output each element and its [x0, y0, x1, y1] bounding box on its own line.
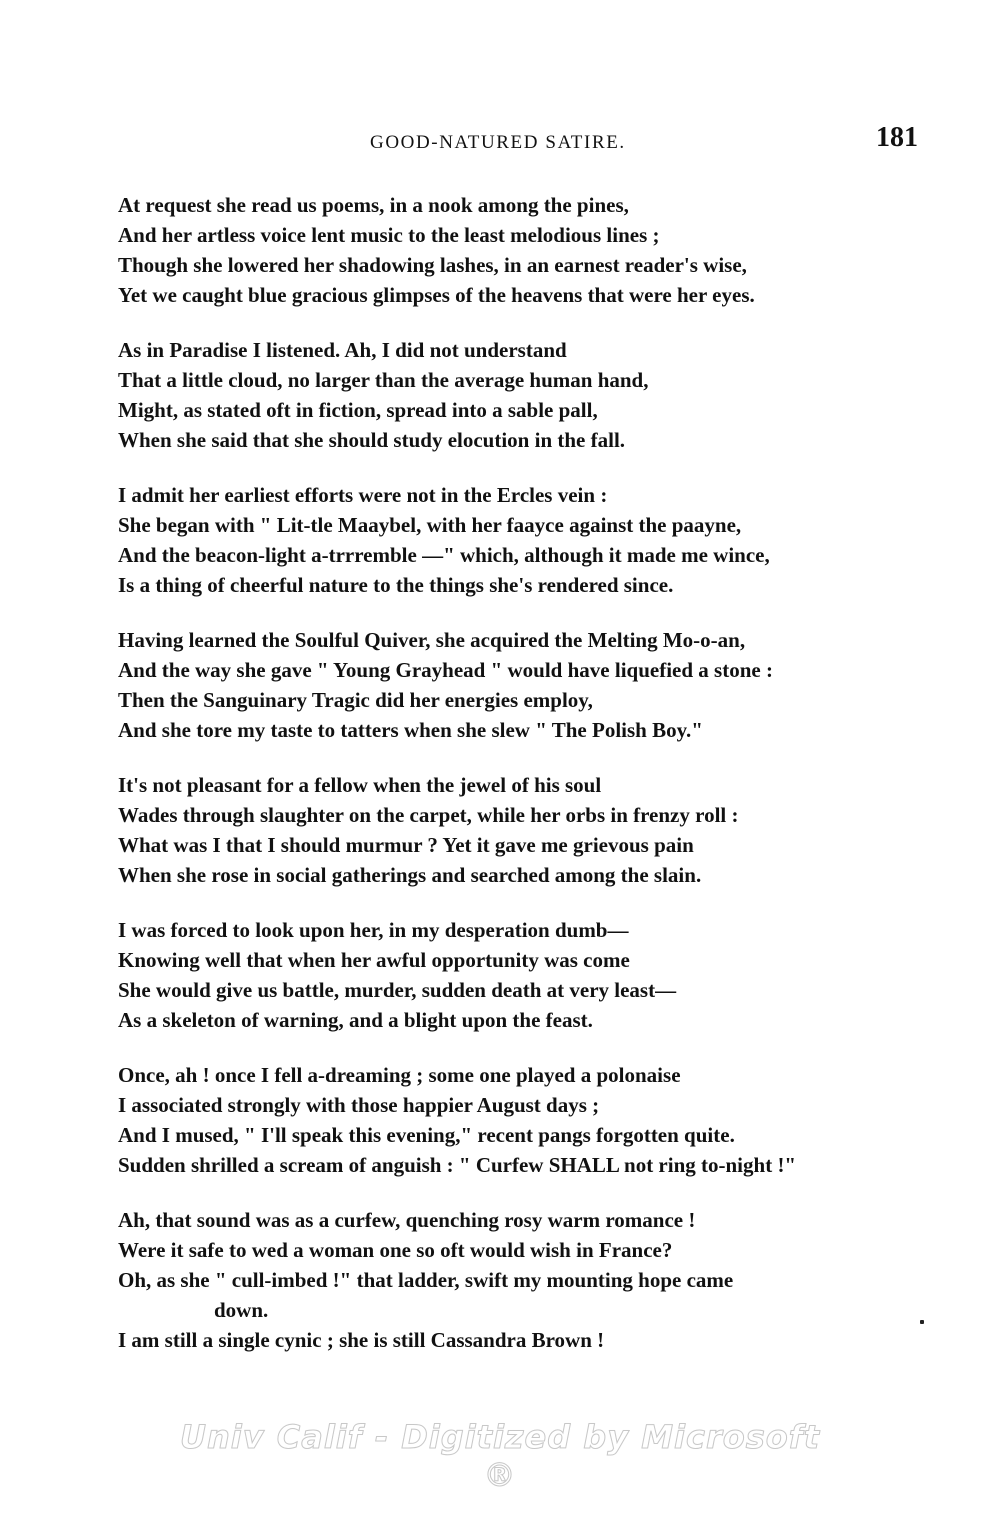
poem-line: She began with " Lit-tle Maaybel, with her faayce against the paayne,	[118, 513, 742, 537]
poem-line: At request she read us poems, in a nook among the pines,	[118, 193, 629, 217]
poem-line: Having learned the Soulful Quiver, she acquired the Melting Mo-o-an,	[118, 628, 746, 652]
poem-line: Is a thing of cheerful nature to the things she's rendered since.	[118, 573, 674, 597]
poem-line: As a skeleton of warning, and a blight upon the feast.	[118, 1008, 593, 1032]
poem-line: Wades through slaughter on the carpet, while her orbs in frenzy roll :	[118, 803, 739, 827]
stanza	[118, 1060, 933, 1180]
poem-line: And she tore my taste to tatters when she slew " The Polish Boy."	[118, 718, 703, 742]
poem-line: I associated strongly with those happier August days ;	[118, 1093, 600, 1117]
poem-line: Knowing well that when her awful opportunity was come	[118, 948, 630, 972]
stanza	[118, 190, 933, 310]
stanza	[118, 770, 933, 890]
poem-line: down.	[214, 1298, 269, 1322]
page-header	[118, 122, 918, 164]
stanza	[118, 625, 933, 745]
poem-line: Oh, as she " cull-imbed !" that ladder, swift my mounting hope came	[118, 1268, 734, 1292]
poem-line: I admit her earliest efforts were not in the Ercles vein :	[118, 483, 608, 507]
poem-line: Once, ah ! once I fell a-dreaming ; some one played a polonaise	[118, 1063, 681, 1087]
poem-line: Might, as stated oft in fiction, spread into a sable pall,	[118, 398, 598, 422]
stanza	[118, 335, 933, 455]
poem-line: Ah, that sound was as a curfew, quenching rosy warm romance !	[118, 1208, 696, 1232]
poem-line: It's not pleasant for a fellow when the jewel of his soul	[118, 773, 602, 797]
poem-line: Then the Sanguinary Tragic did her energies employ,	[118, 688, 593, 712]
running-title: GOOD-NATURED SATIRE.	[370, 132, 626, 153]
poem-line: Sudden shrilled a scream of anguish : " Curfew SHALL not ring to-night !"	[118, 1153, 797, 1177]
poem-line: She would give us battle, murder, sudden death at very least—	[118, 978, 677, 1002]
poem-line: And the way she gave " Young Grayhead " would have liquefied a stone :	[118, 658, 773, 682]
poem-line: And the beacon-light a-trrremble —" which, although it made me wince,	[118, 543, 770, 567]
page-number: 181	[876, 122, 918, 153]
stanza	[118, 1205, 933, 1355]
poem-line: Were it safe to wed a woman one so oft would wish in France?	[118, 1238, 673, 1262]
poem-line: As in Paradise I listened. Ah, I did not understand	[118, 338, 567, 362]
stanza	[118, 480, 933, 600]
poem-line: That a little cloud, no larger than the average human hand,	[118, 368, 649, 392]
poem-line: And I mused, " I'll speak this evening," recent pangs forgotten quite.	[118, 1123, 735, 1147]
poem-line: And her artless voice lent music to the least melodious lines ;	[118, 223, 660, 247]
print-speck	[920, 1320, 924, 1324]
poem-line: What was I that I should murmur ? Yet it gave me grievous pain	[118, 833, 694, 857]
poem-line: I was forced to look upon her, in my desperation dumb—	[118, 918, 629, 942]
poem-line: Yet we caught blue gracious glimpses of the heavens that were her eyes.	[118, 283, 755, 307]
poem-line: When she rose in social gatherings and searched among the slain.	[118, 863, 702, 887]
stanza	[118, 915, 933, 1035]
watermark: Univ Calif - Digitized by Microsoft ®	[180, 1418, 820, 1494]
poem-line: When she said that she should study elocution in the fall.	[118, 428, 626, 452]
poem-body	[118, 190, 933, 1380]
poem-line: Though she lowered her shadowing lashes, in an earnest reader's wise,	[118, 253, 747, 277]
poem-line: I am still a single cynic ; she is still Cassandra Brown !	[118, 1328, 605, 1352]
